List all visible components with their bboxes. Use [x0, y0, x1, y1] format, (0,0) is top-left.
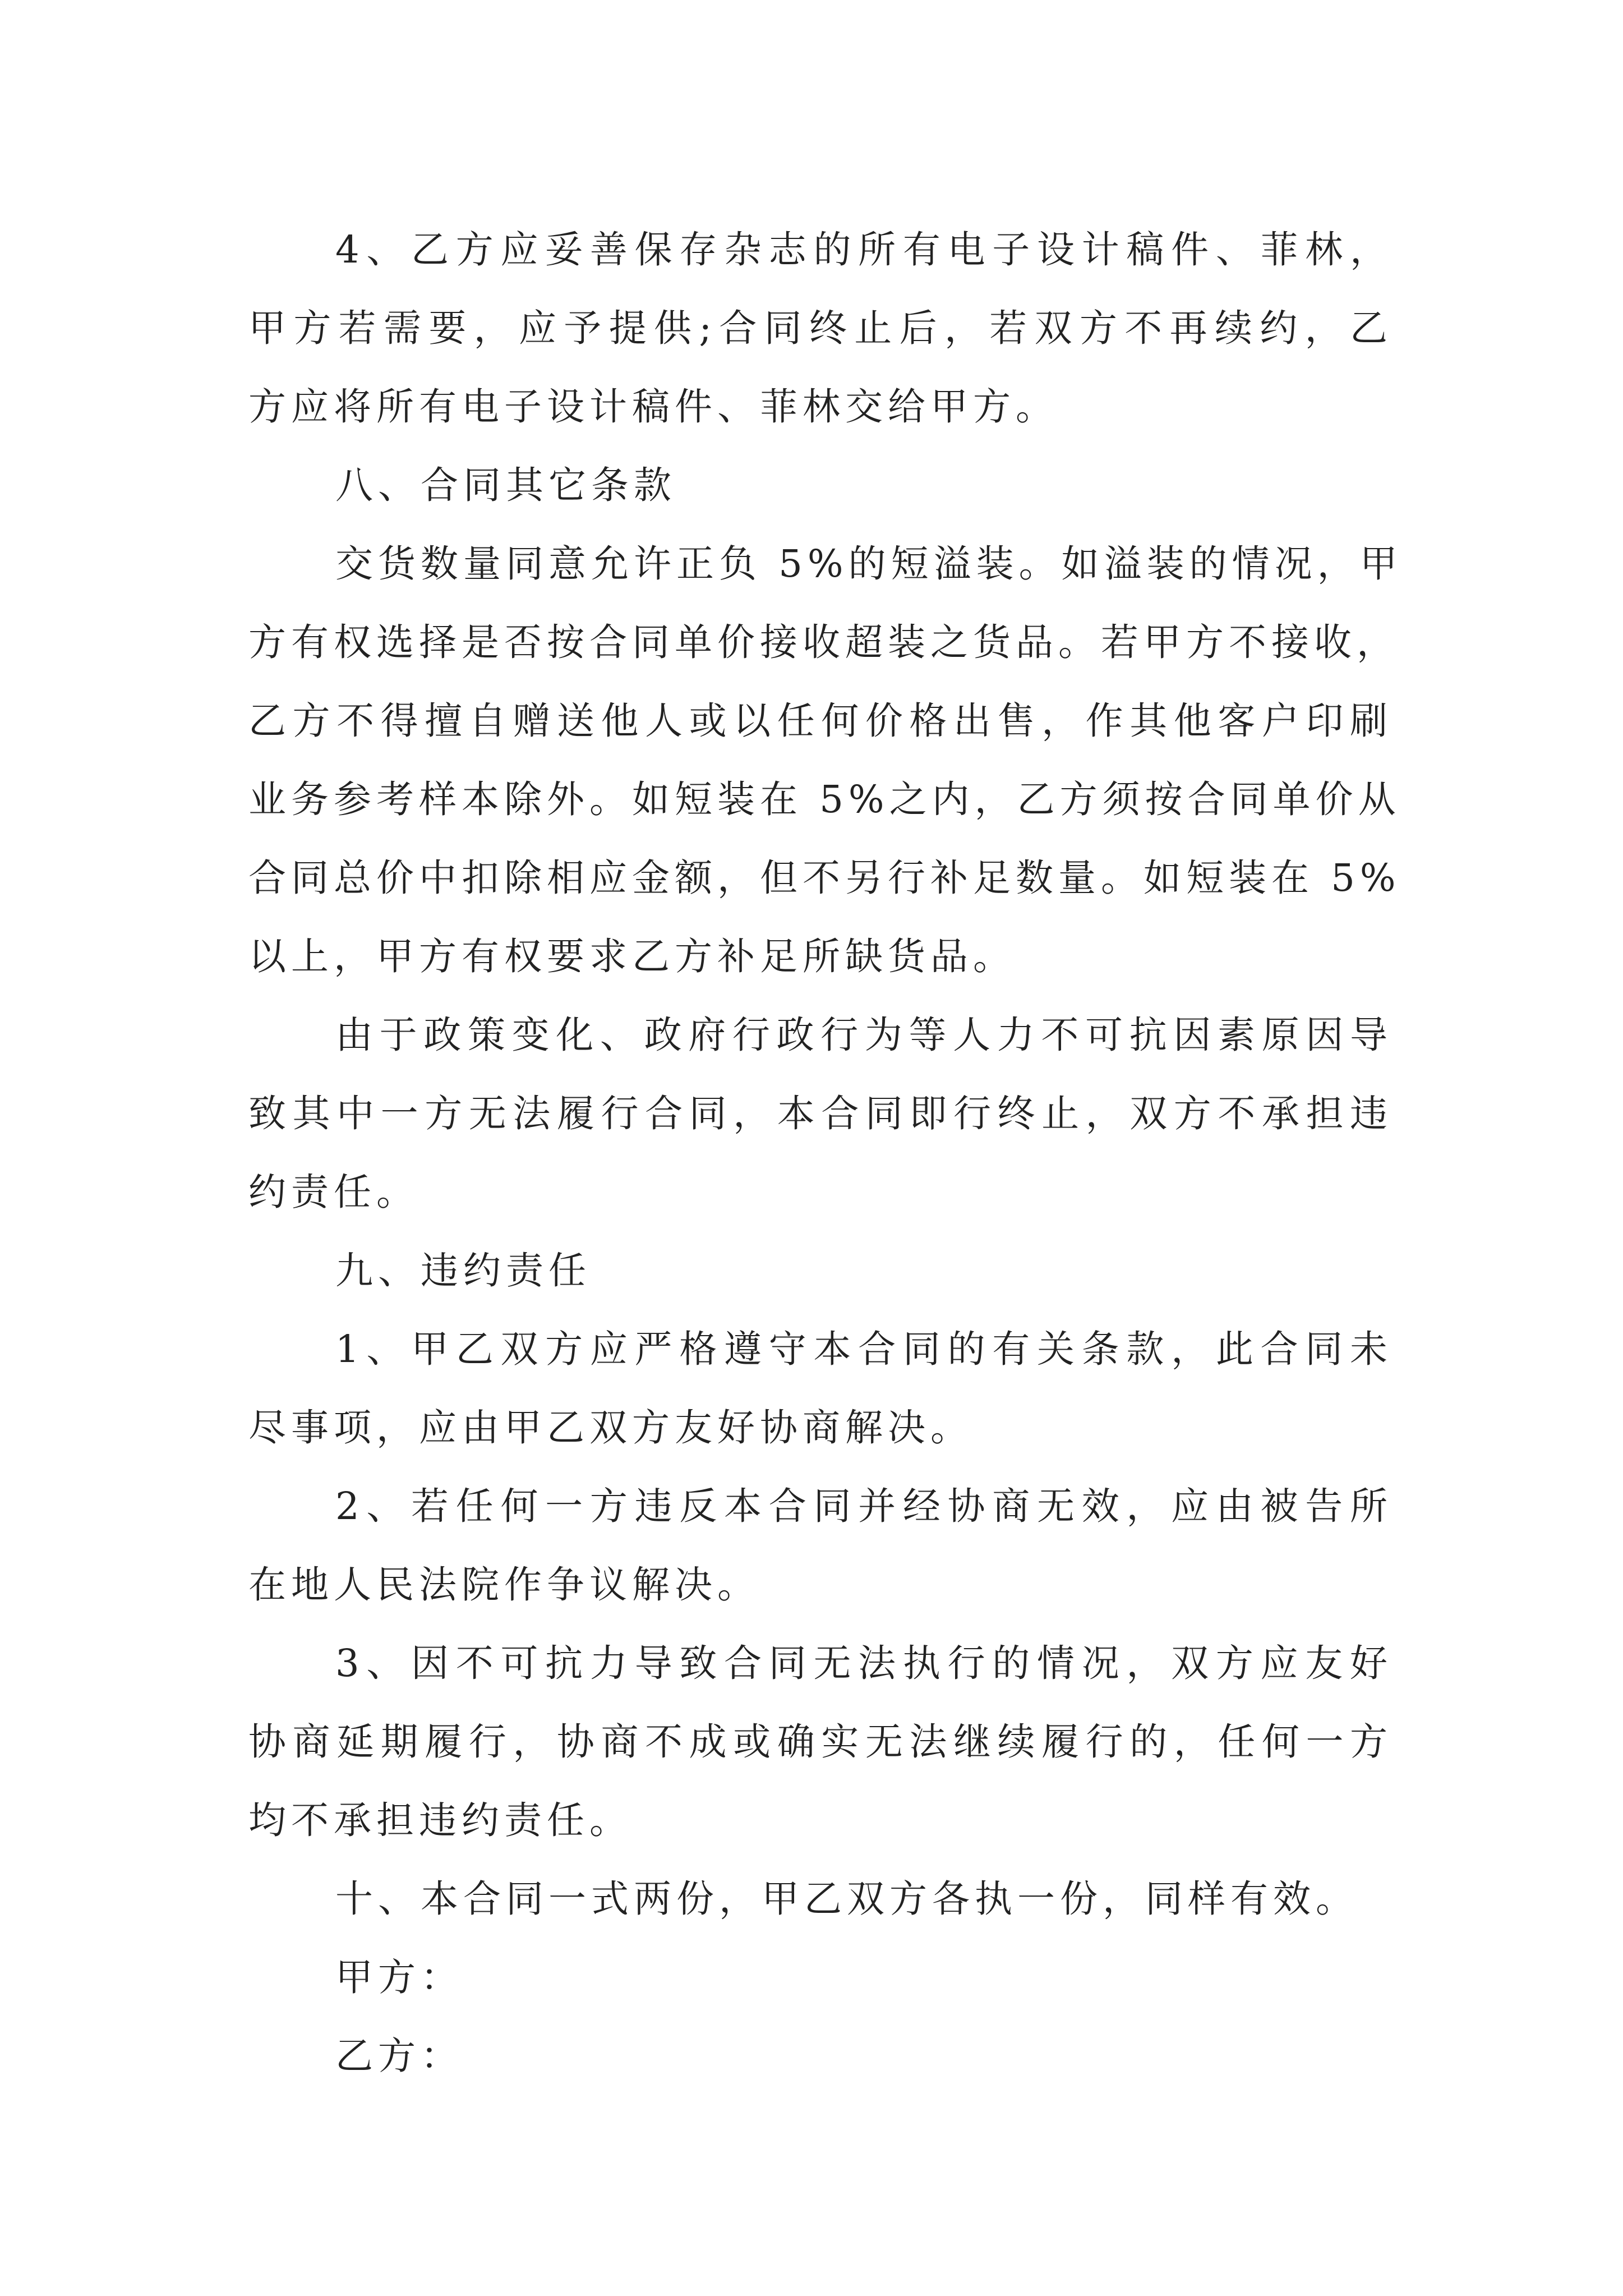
text-line: 2、若任何一方违反本合同并经协商无效，应由被告所 [335, 1484, 1393, 1528]
section-heading: 八、合同其它条款 [335, 463, 676, 507]
text-line: 尽事项，应由甲乙双方友好协商解决。 [248, 1406, 973, 1450]
paragraph-clause-9-2 [248, 1467, 1393, 1624]
text-line: 约责任。 [248, 1170, 419, 1214]
section-10-copies [248, 1860, 1393, 1938]
document-body [248, 210, 1403, 2095]
text-line: 在地人民法院作争议解决。 [248, 1563, 760, 1607]
text-line: 3、因不可抗力导致合同无法执行的情况，双方应友好 [335, 1641, 1393, 1685]
text-line: 方有权选择是否按合同单价接收超装之货品。若甲方不接收， [248, 620, 1399, 664]
text-line: 交货数量同意允许正负 5%的短溢装。如溢装的情况，甲 [335, 542, 1403, 586]
text-line: 十、本合同一式两份，甲乙双方各执一份，同样有效。 [335, 1877, 1358, 1921]
text-line: 协商延期履行，协商不成或确实无法继续履行的，任何一方 [248, 1720, 1393, 1764]
text-line: 乙方不得擅自赠送他人或以任何价格出售，作其他客户印刷 [248, 699, 1393, 743]
paragraph-clause-9-1 [248, 1310, 1393, 1467]
text-line: 1、甲乙双方应严格遵守本合同的有关条款，此合同未 [335, 1327, 1393, 1371]
text-line: 业务参考样本除外。如短装在 5%之内，乙方须按合同单价从 [248, 777, 1401, 821]
paragraph-force-majeure-policy [248, 996, 1393, 1231]
party-a-label: 甲方： [335, 1955, 463, 1999]
text-line: 致其中一方无法履行合同，本合同即行终止，双方不承担违 [248, 1092, 1393, 1135]
text-line: 甲方若需要，应予提供;合同终止后，若双方不再续约，乙 [248, 306, 1393, 350]
paragraph-quantity-tolerance [248, 524, 1403, 996]
text-line: 方应将所有电子设计稿件、菲林交给甲方。 [248, 385, 1058, 429]
paragraph-clause-9-3 [248, 1624, 1393, 1860]
text-line: 以上，甲方有权要求乙方补足所缺货品。 [248, 935, 1016, 978]
signature-party-b [248, 2017, 1393, 2095]
signature-party-a [248, 1938, 1393, 2017]
party-b-label: 乙方： [335, 2034, 463, 2078]
text-line: 均不承担违约责任。 [248, 1798, 632, 1842]
text-line: 4、乙方应妥善保存杂志的所有电子设计稿件、菲林， [335, 228, 1393, 272]
section-heading-8 [248, 446, 1393, 524]
paragraph-clause-7-4 [248, 210, 1393, 446]
section-heading-9 [248, 1231, 1393, 1310]
section-heading: 九、违约责任 [335, 1249, 591, 1292]
text-line: 由于政策变化、政府行政行为等人力不可抗因素原因导 [335, 1013, 1393, 1057]
text-line: 合同总价中扣除相应金额，但不另行补足数量。如短装在 5% [248, 856, 1401, 900]
